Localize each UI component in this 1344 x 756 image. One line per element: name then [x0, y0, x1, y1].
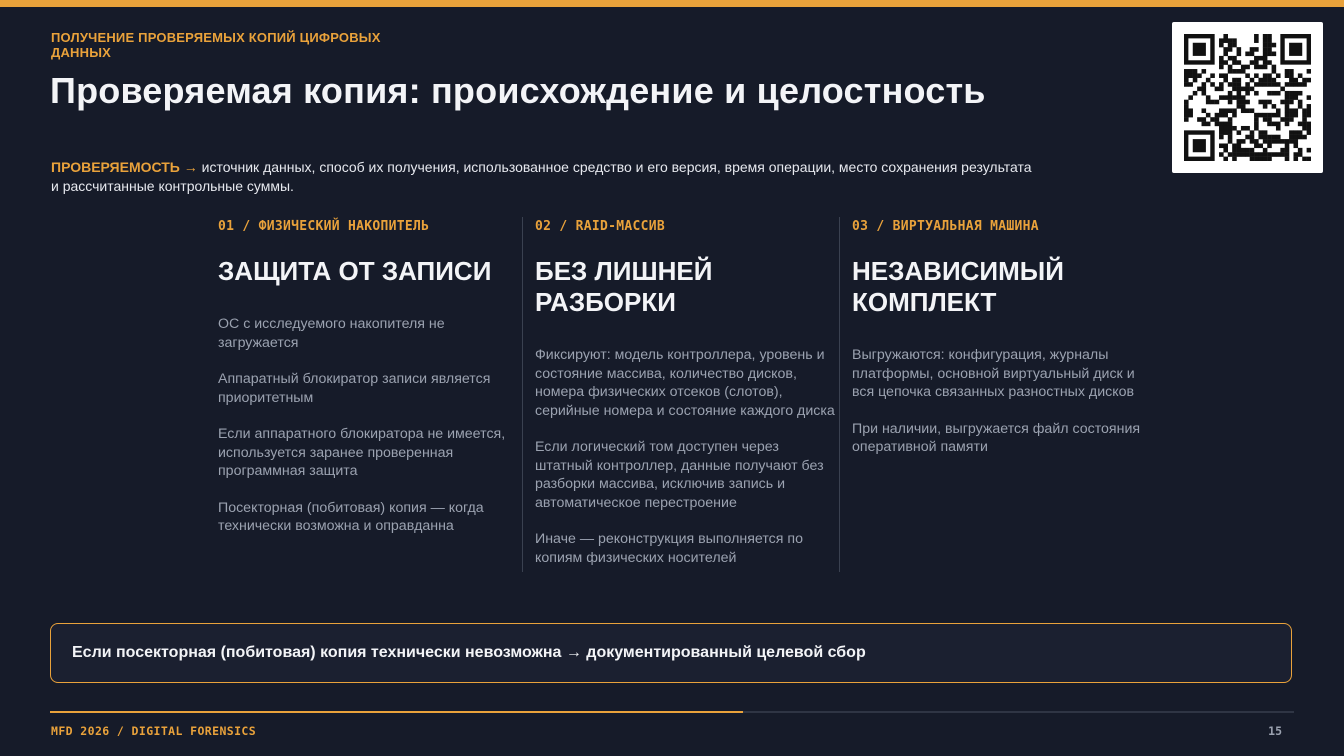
qr-code[interactable]	[1172, 22, 1323, 173]
intro-line-2: и рассчитанные контрольные суммы.	[51, 177, 294, 194]
intro-line-1: источник данных, способ их получения, использованное средство и его версия, время операции, место сохранения результата	[197, 159, 1032, 175]
column-label: 01 / ФИЗИЧЕСКИЙ НАКОПИТЕЛЬ	[218, 219, 430, 234]
column-paragraph: Посекторная (побитовая) копия — когда технически возможна и оправданна	[218, 499, 484, 534]
page-number: 15	[1268, 724, 1282, 738]
column-label: 03 / ВИРТУАЛЬНАЯ МАШИНА	[852, 219, 1039, 234]
column-heading: БЕЗ ЛИШНЕЙ РАЗБОРКИ	[535, 256, 713, 317]
column-body	[535, 346, 835, 567]
column-paragraph: Если логический том доступен через штатный контроллер, данные получают без разборки массива, исключив запись и автоматическое перестроение	[535, 439, 824, 511]
top-accent-bar	[0, 0, 1344, 7]
column-physical-drive	[218, 217, 518, 554]
column-paragraph: Если аппаратного блокиратора не имеется, используется заранее проверенная программная защита	[218, 426, 506, 479]
column-paragraph: Фиксируют: модель контроллера, уровень и состояние массива, количество дисков, номера физических отсеков (слотов), серийные номера и состояние каждого диска	[535, 347, 835, 419]
column-paragraph: Аппаратный блокиратор записи является приоритетным	[218, 371, 491, 406]
slide-progress-fill	[50, 711, 743, 713]
slide-progress-bar	[50, 711, 1294, 713]
callout-text: Если посекторная (побитовая) копия технически невозможна → документированный целевой сбор	[72, 644, 866, 661]
qr-code-icon	[1184, 34, 1311, 161]
intro-lead: ПРОВЕРЯЕМОСТЬ	[51, 159, 180, 175]
column-label: 02 / RAID-МАССИВ	[535, 219, 666, 234]
column-paragraph: Иначе — реконструкция выполняется по копиям физических носителей	[535, 531, 803, 566]
column-paragraph: ОС с исследуемого накопителя не загружается	[218, 316, 445, 351]
column-body	[218, 315, 518, 536]
callout-box	[50, 623, 1292, 683]
column-heading: ЗАЩИТА ОТ ЗАПИСИ	[218, 256, 492, 286]
page-title: Проверяемая копия: происхождение и целостность	[50, 70, 986, 111]
column-divider	[839, 217, 840, 572]
column-raid-array	[535, 217, 835, 585]
column-paragraph: При наличии, выгружается файл состояния оперативной памяти	[852, 420, 1141, 455]
column-paragraph: Выгружаются: конфигурация, журналы платформы, основной виртуальный диск и вся цепочка связанных разностных дисков	[852, 347, 1135, 400]
column-divider	[522, 217, 523, 572]
section-kicker: ПОЛУЧЕНИЕ ПРОВЕРЯЕМЫХ КОПИЙ ЦИФРОВЫХ ДАННЫХ	[51, 30, 381, 60]
column-heading: НЕЗАВИСИМЫЙ КОМПЛЕКТ	[852, 256, 1064, 317]
intro-text	[51, 158, 1111, 195]
arrow-icon: →	[183, 159, 198, 175]
column-virtual-machine	[852, 217, 1152, 475]
footer-label: MFD 2026 / DIGITAL FORENSICS	[51, 724, 257, 738]
column-body	[852, 346, 1152, 457]
